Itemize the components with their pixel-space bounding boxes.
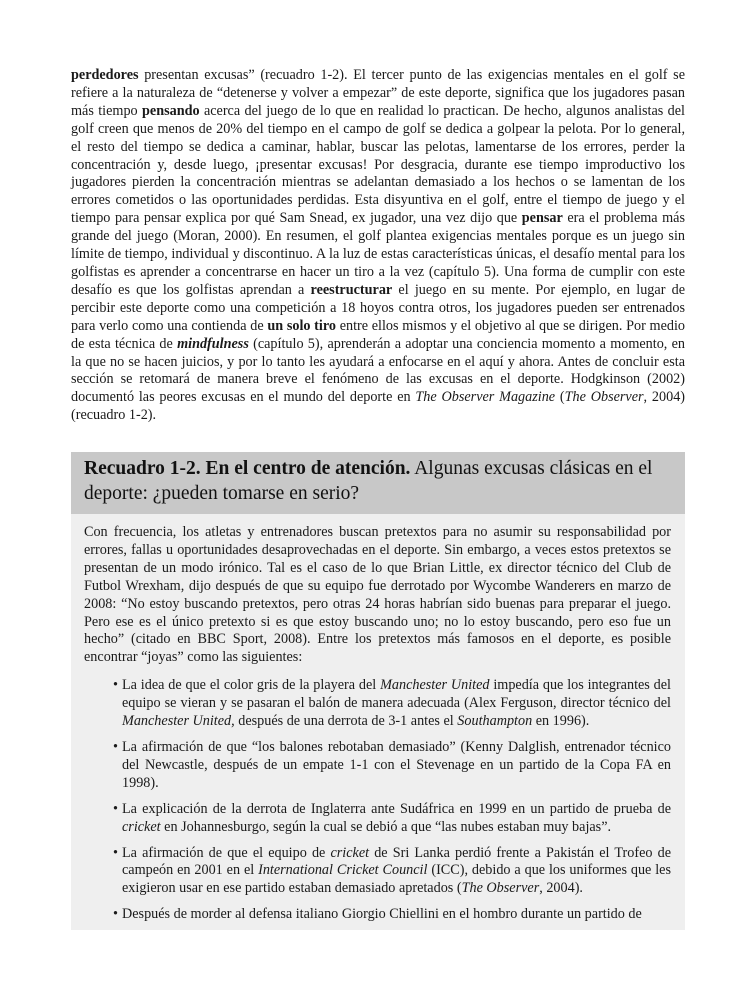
text-run: Después de morder al defensa italiano Giorgio Chiellini en el hombro durante un partido de <box>122 906 642 923</box>
text-run: La afirmación de que el equipo de <box>122 844 331 861</box>
emphasized-text: Manchester United, <box>122 713 235 730</box>
text-run: ( <box>555 389 565 406</box>
text-run: , 2004) (recuadro 1-2). <box>71 389 686 424</box>
list-item-text <box>122 845 671 897</box>
text-run: , 2004). <box>539 880 583 897</box>
bullet-glyph: • <box>113 906 118 923</box>
text-run: La afirmación de que “los balones rebotaban demasiado” (Kenny Dalglish, entrenador técnico del Newcastle, después de un empate 1-1 con el Stevenage en un partido de la Copa FA en 1998). <box>122 738 671 791</box>
box-heading-bold: Recuadro 1-2. En el centro de atención. <box>84 458 411 479</box>
emphasized-text: pensando <box>142 102 200 119</box>
emphasized-text: cricket <box>330 844 370 861</box>
list-item <box>113 906 671 924</box>
list-item-text <box>122 801 671 835</box>
emphasized-text: International Cricket Council <box>258 862 428 879</box>
text-run: en 1996). <box>532 713 590 730</box>
list-item-text <box>122 906 642 922</box>
text-run: en Johannesburgo, según la cual se debió a que “las nubes estaban muy bajas”. <box>160 818 612 835</box>
emphasized-text: Southampton <box>457 713 533 730</box>
emphasized-text: un solo tiro <box>267 317 336 334</box>
emphasized-text: cricket <box>122 818 161 835</box>
box-heading <box>71 452 685 514</box>
sidebar-box-1-2 <box>71 452 685 930</box>
text-run: era el problema más grande del juego (Moran, 2000). En resumen, el golf plantea exigencias mentales porque es un juego sin límite de tiempo, individual y discontinuo. A la luz de estas características únicas, el desafío mental para los golfistas es aprender a concentrarse en hacer un tiro a la vez (capítulo 5). Una forma de cumplir con este desafío es que los golfistas aprendan a <box>71 210 685 298</box>
bullet-glyph: • <box>113 800 118 817</box>
text-run: (capítulo 5), aprenderán a adoptar una conciencia momento a momento, en la que no se hacen juicios, y por lo tanto les ayudará a enfocarse en el aquí y ahora. Antes de concluir esta sección se retomará de manera breve el fenómeno de las excusas en el deporte. Hodgkinson (2002) documentó las peores excusas en el mundo del deporte en <box>71 335 685 406</box>
list-item-text <box>122 739 671 791</box>
body-paragraph <box>71 67 685 425</box>
text-run: después de una derrota de 3-1 antes el <box>234 713 458 730</box>
list-item <box>113 677 671 731</box>
text-run: La idea de que el color gris de la playera del <box>122 677 381 694</box>
emphasized-text: reestructurar <box>310 281 393 298</box>
box-body <box>71 514 685 924</box>
list-item-text <box>122 677 671 729</box>
text-run: acerca del juego de lo que en realidad lo practican. De hecho, algunos analistas del golf creen que menos de 20% del tiempo en el campo de golf se dedica a golpear la pelota. Por lo general, el resto del tiempo se dedica a caminar, hablar, buscar las pelotas, lamentarse de los errores, perder la concentración y, desde luego, ¡presentar excusas! Por desgracia, durante ese tiempo improductivo los jugadores pierden la concentración mientras se adelantan demasiado a los hechos o se lamentan de los errores cometidos o las oportunidades perdidas. Esta disyuntiva en el golf, entre el tiempo de juego y el tiempo para pensar explica por qué Sam Snead, ex jugador, una vez dijo que <box>71 102 685 227</box>
emphasized-text: Manchester United <box>380 677 490 694</box>
emphasized-text: The Observer <box>564 389 644 406</box>
emphasized-text: perdedores <box>71 67 139 83</box>
body-text-block <box>71 67 685 425</box>
text-run: de Sri Lanka perdió frente a Pakistán el Trofeo de campeón en 2001 en el <box>122 844 671 879</box>
bullet-glyph: • <box>113 738 118 755</box>
emphasized-text: pensar <box>521 210 563 227</box>
text-run: impedía que los integrantes del equipo se vieran y se pasaran el balón de manera adecuada (Alex Ferguson, director técnico del <box>122 677 672 712</box>
box-intro-paragraph: Con frecuencia, los atletas y entrenadores buscan pretextos para no asumir su responsabilidad por errores, fallas u oportunidades desaprovechadas en el deporte. Sin embargo, a veces estos pretextos se presentan de un modo irónico. Tal es el caso de lo que Brian Little, ex director técnico del Club de Futbol Wrexham, dijo después de que su equipo fue derrotado por Wycombe Wanderers en marzo de 2008: “No estoy buscando pretextos, pero otras 24 horas habrían sido buenas para preparar el juego. Pero ese es el único pretexto si es que estoy buscando uno; no lo estoy buscando, pero eso fue un hecho” (citado en BBC Sport, 2008). Entre los pretextos más famosos en el deporte, es posible encontrar “joyas” como las siguientes: <box>84 524 671 666</box>
box-heading-rest: Algunas excusas clásicas en el deporte: ¿pueden tomarse en serio? <box>84 458 653 504</box>
text-run: entre ellos mismos y el objetivo al que se dirigen. Por medio de esta técnica de <box>71 317 686 352</box>
bullet-glyph: • <box>113 844 118 861</box>
bullet-glyph: • <box>113 677 118 694</box>
emphasized-text: The Observer Magazine <box>415 389 556 406</box>
excuse-list <box>84 677 671 924</box>
emphasized-text: The Observer <box>461 880 540 897</box>
text-run: (ICC), debido a que los uniformes que les exigieron usar en ese partido estaban demasiado apretados ( <box>122 862 671 897</box>
list-item <box>113 739 671 793</box>
list-item <box>113 845 671 899</box>
text-run: presentan excusas” (recuadro 1-2). El tercer punto de las exigencias mentales en el golf se refiere a la naturaleza de “detenerse y volver a empezar” de este deporte, significa que los jugadores pasan más tiempo <box>71 67 685 119</box>
emphasized-text: mindfulness <box>177 335 249 352</box>
list-item <box>113 801 671 837</box>
text-run: La explicación de la derrota de Inglaterra ante Sudáfrica en 1999 en un partido de prueba de <box>122 800 671 817</box>
text-run: el juego en su mente. Por ejemplo, en lugar de percibir este deporte como una competición a 18 hoyos contra otros, los jugadores pueden ser entrenados para verlo como una contienda de <box>71 281 685 334</box>
